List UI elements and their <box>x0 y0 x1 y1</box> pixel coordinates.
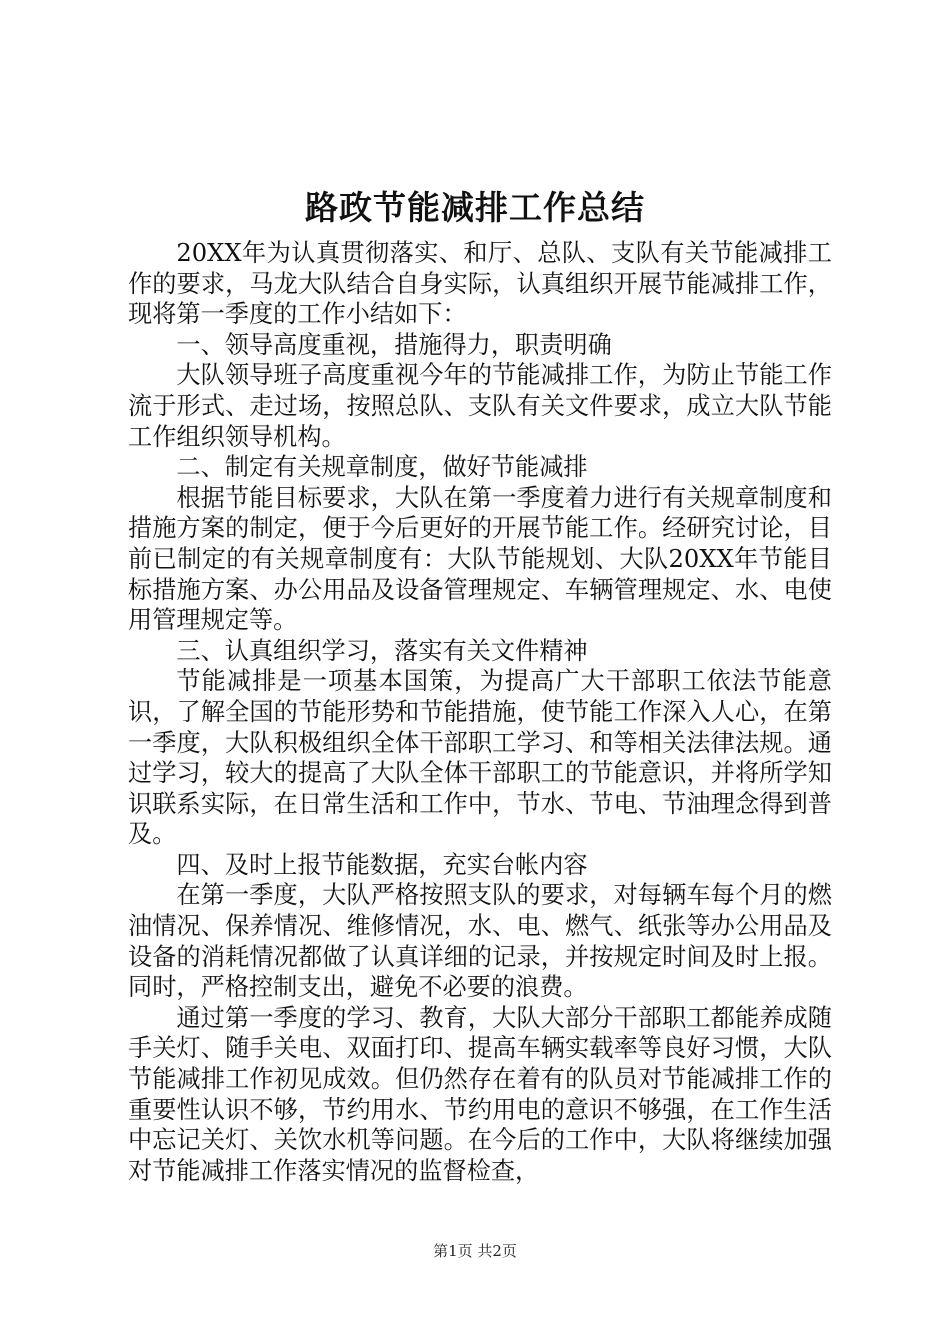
paragraph-4: 在第一季度，大队严格按照支队的要求，对每辆车每个月的燃油情况、保养情况、维修情况，水、电、燃气、纸张等办公用品及设备的消耗情况都做了认真详细的记录，并按规定时间及时上报。同时，严格控制支出，避免不必要的浪费。 <box>128 881 832 1002</box>
paragraph-3: 节能减排是一项基本国策，为提高广大干部职工依法节能意识，了解全国的节能形势和节能措施，使节能工作深入人心，在第一季度，大队积极组织全体干部职工学习、和等相关法律法规。通过学习，较大的提高了大队全体干部职工的节能意识，并将所学知识联系实际，在日常生活和工作中，节水、节电、节油理念得到普及。 <box>128 667 832 849</box>
document-title: 路政节能减排工作总结 <box>305 188 645 227</box>
section-heading-3: 三、认真组织学习，落实有关文件精神 <box>176 636 588 665</box>
paragraph-1: 大队领导班子高度重视今年的节能减排工作，为防止节能工作流于形式、走过场，按照总队、支队有关文件要求，成立大队节能工作组织领导机构。 <box>128 361 832 451</box>
paragraph-2: 根据节能目标要求，大队在第一季度着力进行有关规章制度和措施方案的制定，便于今后更好的开展节能工作。经研究讨论，目前已制定的有关规章制度有：大队节能规划、大队20XX年节能目标措施方案、办公用品及设备管理规定、车辆管理规定、水、电使用管理规定等。 <box>128 483 832 635</box>
section-heading-2: 二、制定有关规章制度，做好节能减排 <box>176 453 588 482</box>
section-heading-1: 一、领导高度重视，措施得力，职责明确 <box>176 330 612 359</box>
page-number-footer: 第1页 共2页 <box>433 1242 517 1260</box>
document-body <box>128 238 832 1186</box>
section-heading-4: 四、及时上报节能数据，充实台帐内容 <box>176 850 588 879</box>
paragraph-intro: 20XX年为认真贯彻落实、和厅、总队、支队有关节能减排工作的要求，马龙大队结合自身实际，认真组织开展节能减排工作，现将第一季度的工作小结如下： <box>128 239 832 329</box>
paragraph-5: 通过第一季度的学习、教育，大队大部分干部职工都能养成随手关灯、随手关电、双面打印、提高车辆实载率等良好习惯，大队节能减排工作初见成效。但仍然存在着有的队员对节能减排工作的重要性认识不够，节约用水、节约用电的意识不够强，在工作生活中忘记关灯、关饮水机等问题。在今后的工作中，大队将继续加强对节能减排工作落实情况的监督检查， <box>128 1003 832 1185</box>
